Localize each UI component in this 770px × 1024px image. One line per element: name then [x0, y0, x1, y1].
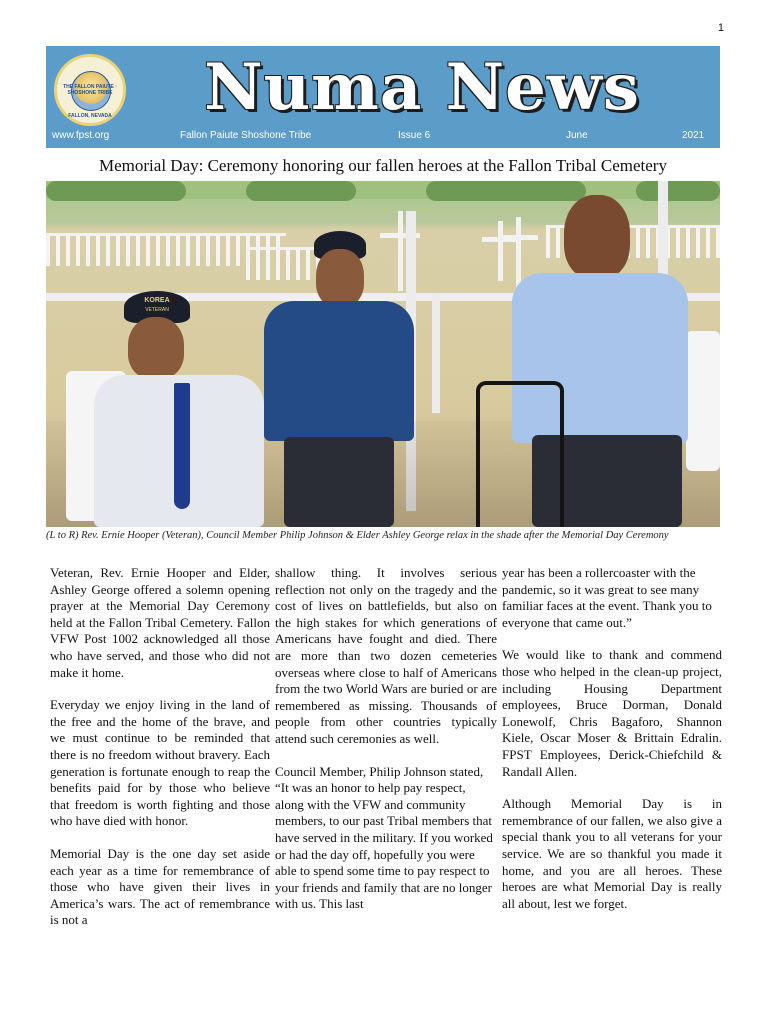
article-column-2	[275, 565, 497, 929]
masthead-info-strip	[46, 128, 720, 144]
fence-post	[432, 293, 440, 413]
cap-text-veteran: VETERAN	[145, 307, 169, 313]
walker	[476, 381, 564, 527]
website-link[interactable]: www.fpst.org	[52, 130, 110, 141]
seal-ring-text: THE FALLON PAIUTE · SHOSHONE TRIBE	[63, 84, 117, 96]
photo-caption: (L to R) Rev. Ernie Hooper (Veteran), Council Member Philip Johnson & Elder Ashley George relax in the shade after the Memorial Day Ceremony	[46, 530, 669, 541]
face	[564, 195, 630, 279]
article-headline: Memorial Day: Ceremony honoring our fallen heroes at the Fallon Tribal Cemetery	[99, 156, 667, 175]
paragraph: Memorial Day is the one day set aside each year as a time for remembrance of those who have given their lives in America’s wars. The act of remembrance is not a	[50, 845, 270, 928]
issue-month: June	[566, 130, 588, 141]
article-column-3	[502, 565, 722, 928]
paragraph: Although Memorial Day is in remembrance of our fallen, we also give a special thank you to all veterans for your service. We are so thankful you made it home, and you are all heroes. These heroes are what Memorial Day is really all about, lest we forget.	[502, 796, 722, 911]
blue-tie	[174, 383, 190, 509]
article-column-1	[50, 565, 270, 945]
masthead	[46, 46, 720, 148]
paragraph: Veteran, Rev. Ernie Hooper and Elder, Ashley George offered a solemn opening prayer at the Memorial Day Ceremony held at the Fallon Tribal Cemetery. Fallon VFW Post 1002 acknowledged all those who have served, and those who did not make it home.	[50, 565, 270, 680]
blue-polo-shirt	[264, 301, 414, 441]
ceremony-photo	[46, 181, 720, 527]
newsletter-title: Numa News	[204, 50, 640, 125]
paragraph: shallow thing. It involves serious reflection not only on the tragedy and the cost of lives on battlefields, but also on the high stakes for which generations of Americans have fought and died. There are more than two dozen cemeteries overseas where close to half of Americans from the two World Wars are buried or are remembered as missing. Thousands of people from other countries typically attend such ceremonies as well.	[275, 565, 497, 746]
dark-pants	[284, 437, 394, 527]
issue-year: 2021	[682, 130, 705, 141]
face	[128, 317, 184, 379]
issue-number: Issue 6	[398, 130, 431, 141]
face	[316, 249, 364, 307]
paragraph: We would like to thank and commend those who helped in the clean-up project, including Housing Department employees, Bruce Dorman, Donald Lonewolf, Chris Bagaforo, Shannon Kiele, Oscar Moser & Brittain Edralin. FPST Employees, Derick-Chiefchild & Randall Allen.	[502, 647, 722, 779]
page-number: 1	[717, 22, 724, 34]
seal-bottom-text: FALLON, NEVADA	[68, 113, 112, 119]
tribe-name: Fallon Paiute Shoshone Tribe	[180, 130, 312, 141]
paragraph: Everyday we enjoy living in the land of the free and the home of the brave, and we must continue to be reminded that there is no freedom without bravery. Each generation is fortunate enough to reap the benefits paid for by those who believe that freedom is worth fighting and those who have died with honor.	[50, 697, 270, 829]
paragraph: Council Member, Philip Johnson stated, “It was an honor to help pay respect, along with the VFW and community members, to our past Tribal members that have served in the military. If you worked or had the day off, hopefully you were able to spend some time to pay respect to your friends and family that are no longer with us. This last	[275, 763, 493, 912]
paragraph: year has been a rollercoaster with the pandemic, so it was great to see many familiar faces at the event. Thank you to everyone that came out.”	[502, 565, 712, 630]
cap-text-korea: KOREA	[144, 297, 170, 304]
person-ernie-hooper	[94, 291, 274, 527]
photo-tree	[46, 181, 186, 201]
person-philip-johnson	[264, 231, 414, 527]
photo-tree	[246, 181, 356, 201]
tribe-seal-logo	[54, 54, 126, 126]
